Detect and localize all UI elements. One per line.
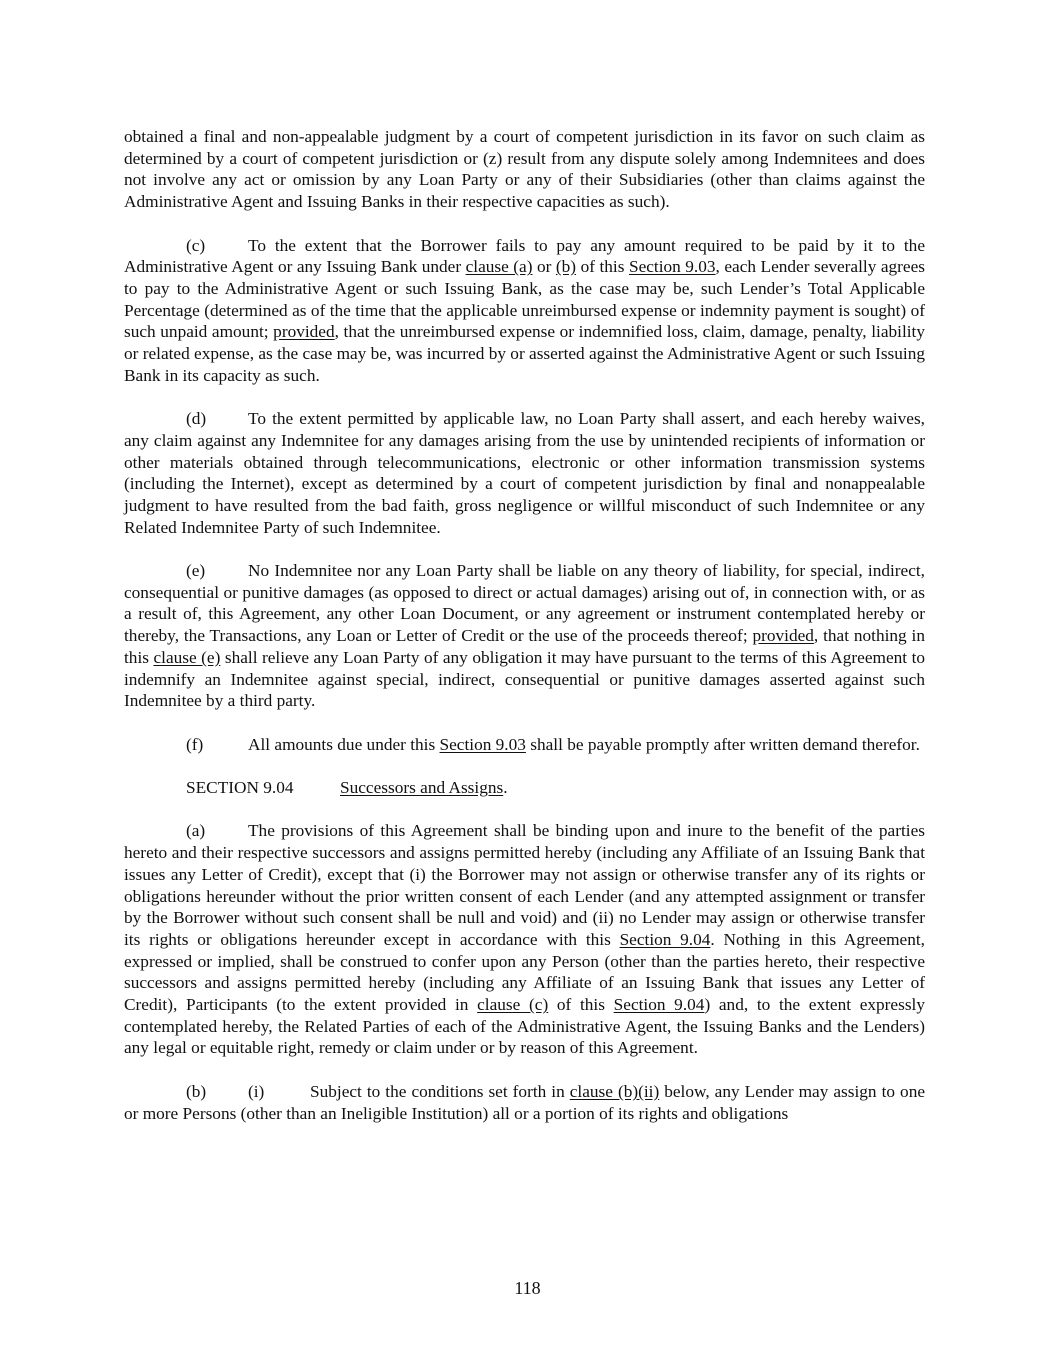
document-page (124, 126, 925, 1146)
paragraph-e: (e) No Indemnitee nor any Loan Party shall be liable on any theory of liability, for special, indirect, consequential or punitive damages (as opposed to direct or actual damages) arising out of, in connection with, or as a result of, this Agreement, any other Loan Document, or any agreement or instrument contemplated hereby or thereby, the Transactions, any Loan or Letter of Credit or the use of the proceeds thereof; provided, that nothing in this clause (e) shall relieve any Loan Party of any obligation it may have pursuant to the terms of this Agreement to indemnify an Indemnitee against special, indirect, consequential or punitive damages asserted against such Indemnitee by a third party. (124, 561, 926, 711)
section-title: Successors and Assigns (340, 778, 504, 798)
paragraph-label: (d) (186, 409, 207, 429)
clause-a-reference: clause (a) (465, 257, 533, 277)
paragraph-d: (d) To the extent permitted by applicable law, no Loan Party shall assert, and each hereby waives, any claim against any Indemnitee for any damages arising from the use by unintended recipients of information or other materials obtained through telecommunications, electronic or other information transmission systems (including the Internet), except as determined by a court of competent jurisdiction by final and nonappealable judgment to have resulted from the bad faith, gross negligence or willful misconduct of such Indemnitee or any Related Indemnitee Party of such Indemnitee. (124, 409, 925, 537)
paragraph-intro: obtained a final and non-appealable judgment by a court of competent jurisdiction in its favor on such claim as determined by a court of competent jurisdiction or (z) result from any dispute solely among Indemnitees and does not involve any act or omission by any Loan Party or any of their Subsidiaries (other than claims against the Administrative Agent and Issuing Banks in their respective capacities as such). (124, 127, 925, 212)
paragraph-b: (b) (i) Subject to the conditions set forth in clause (b)(ii) below, any Lender may assign to one or more Persons (other than an Ineligible Institution) all or a portion of its rights and obligations (124, 1081, 926, 1123)
clause-c-reference: clause (c) (477, 995, 549, 1015)
paragraph-label: (a) (186, 821, 206, 841)
paragraph-label: (e) (186, 561, 206, 581)
subparagraph-label: (i) (248, 1081, 265, 1101)
page-number: 118 (514, 1278, 541, 1298)
paragraph-a: (a) The provisions of this Agreement shall be binding upon and inure to the benefit of the parties hereto and their respective successors and assigns permitted hereby (including any Affiliate of an Issuing Bank that issues any Letter of Credit), except that (i) the Borrower may not assign or otherwise transfer any of its rights or obligations hereunder without the prior written consent of each Lender (and any attempted assignment or transfer by the Borrower without such consent shall be null and void) and (ii) no Lender may assign or otherwise transfer its rights or obligations hereunder except in accordance with this Section 9.04. Nothing in this Agreement, expressed or implied, shall be construed to confer upon any Person (other than the parties hereto, their respective successors and assigns permitted hereby (including any Affiliate of an Issuing Bank that issues any Letter of Credit), Participants (to the extent provided in clause (c) of this Section 9.04) and, to the extent expressly contemplated hereby, the Related Parties of each of the Administrative Agent, the Issuing Banks and the Lenders) any legal or equitable right, remedy or claim under or by reason of this Agreement. (124, 821, 925, 1058)
section-reference: Section 9.03 (628, 257, 716, 277)
paragraph-label: (f) (186, 734, 204, 754)
section-reference: Section 9.03 (439, 734, 526, 754)
clause-b-reference: (b) (555, 257, 577, 277)
provided-term: provided (752, 626, 814, 646)
section-reference: Section 9.04 (613, 995, 705, 1015)
clause-b-ii-reference: clause (b)(ii) (569, 1081, 660, 1101)
section-reference: Section 9.04 (619, 929, 711, 949)
section-number: SECTION 9.04 (186, 778, 294, 798)
paragraph-c: (c) To the extent that the Borrower fails to pay any amount required to be paid by it to the Administrative Agent or any Issuing Bank under clause (a) or (b) of this Section 9.03, each Lender severally agrees to pay to the Administrative Agent or such Issuing Bank, as the case may be, such Lender’s Total Applicable Percentage (determined as of the time that the applicable unreimbursed expense or indemnity payment is sought) of such unpaid amount; provided, that the unreimbursed expense or indemnified loss, claim, damage, penalty, liability or related expense, as the case may be, was incurred by or asserted against the Administrative Agent or such Issuing Bank in its capacity as such. (124, 235, 925, 385)
paragraph-f: (f) All amounts due under this Section 9.03 shall be payable promptly after written demand therefor. (186, 734, 920, 754)
clause-e-reference: clause (e) (153, 647, 221, 667)
provided-term: provided (273, 322, 335, 342)
section-heading: SECTION 9.04 Successors and Assigns. (186, 778, 508, 798)
paragraph-label: (c) (186, 235, 206, 255)
paragraph-label: (b) (186, 1081, 207, 1101)
